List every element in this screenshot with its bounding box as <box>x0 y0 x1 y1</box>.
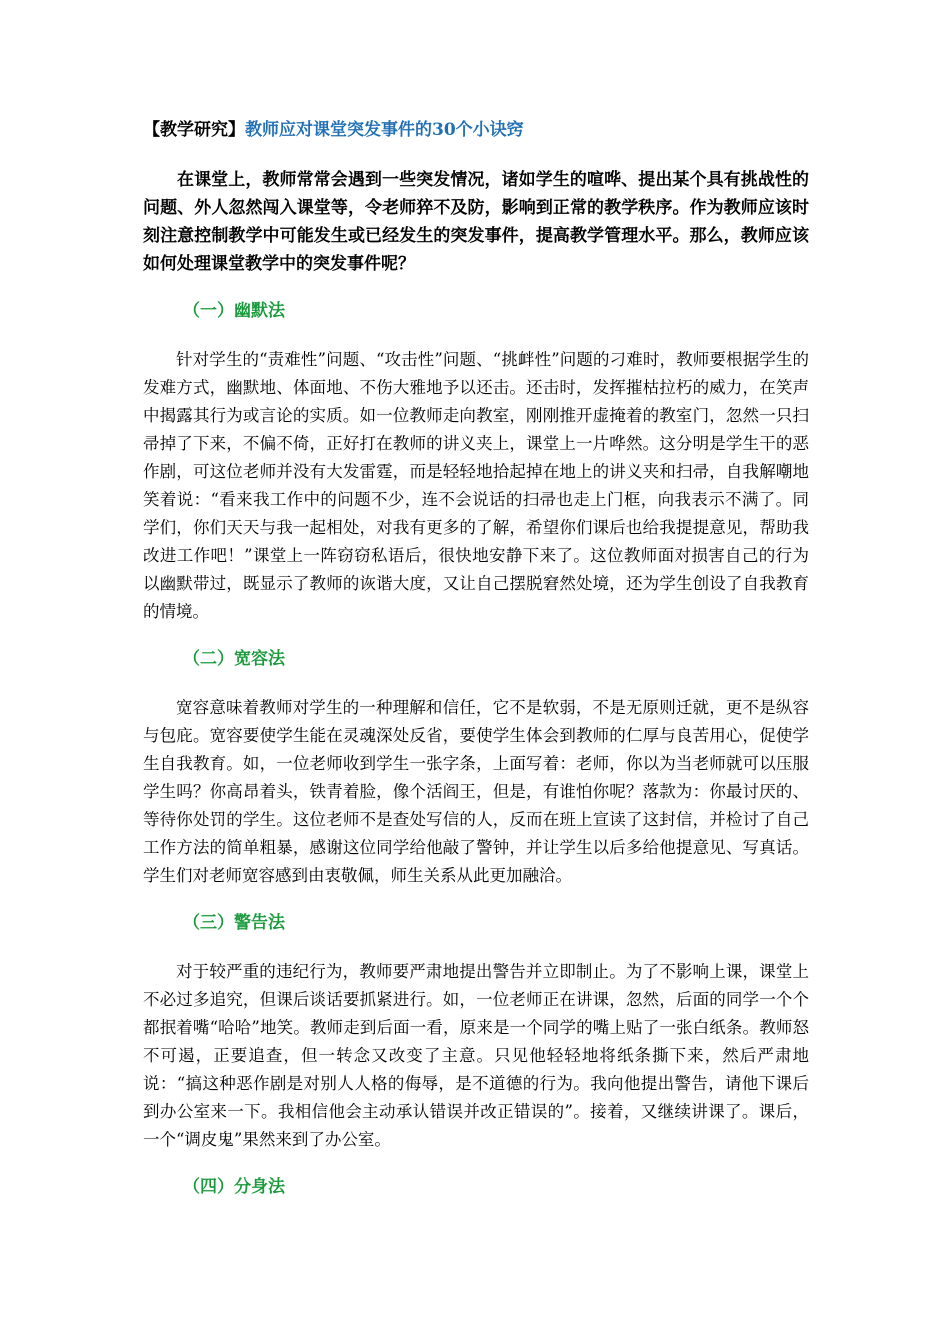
document-page <box>143 118 809 1222</box>
title-text: 教师应对课堂突发事件的30个小诀窍 <box>245 120 524 140</box>
intro-paragraph: 在课堂上，教师常常会遇到一些突发情况，诸如学生的喧哗、提出某个具有挑战性的问题、外人忽然闯入课堂等，令老师猝不及防，影响到正常的教学秩序。作为教师应该时刻注意控制教学中可能发生或已经发生的突发事件，提高教学管理水平。那么，教师应该如何处理课堂教学中的突发事件呢？ <box>143 170 809 274</box>
section-body-warning: 对于较严重的违纪行为，教师要严肃地提出警告并立即制止。为了不影响上课，课堂上不必过多追究，但课后谈话要抓紧进行。如，一位老师正在讲课，忽然，后面的同学一个个都抿着嘴“哈哈”地笑。教师走到后面一看，原来是一个同学的嘴上贴了一张白纸条。教师怒不可遏，正要追查，但一转念又改变了主意。只见他轻轻地将纸条撕下来，然后严肃地说：“搞这种恶作剧是对别人人格的侮辱，是不道德的行为。我向他提出警告，请他下课后到办公室来一下。我相信他会主动承认错误并改正错误的”。接着，又继续讲课了。课后，一个“调皮鬼”果然来到了办公室。 <box>143 962 809 1149</box>
section-body-humor: 针对学生的“责难性”问题、“攻击性”问题、“挑衅性”问题的刁难时，教师要根据学生的发难方式，幽默地、体面地、不伤大雅地予以还击。还击时，发挥摧枯拉朽的威力，在笑声中揭露其行为或言论的实质。如一位教师走向教室，刚刚推开虚掩着的教室门，忽然一只扫帚掉了下来，不偏不倚，正好打在教师的讲义夹上，课堂上一片哗然。这分明是学生干的恶作剧，可这位老师并没有大发雷霆，而是轻轻地拾起掉在地上的讲义夹和扫帚，自我解嘲地笑着说：“看来我工作中的问题不少，连不会说话的扫帚也走上门框，向我表示不满了。同学们，你们天天与我一起相处，对我有更多的了解，希望你们课后也给我提提意见，帮助我改进工作吧！”课堂上一阵窃窃私语后，很快地安静下来了。这位教师面对损害自己的行为以幽默带过，既显示了教师的诙谐大度，又让自己摆脱窘然处境，还为学生创设了自我教育的情境。 <box>143 350 809 621</box>
section-heading-humor: （一）幽默法 <box>183 301 285 321</box>
document-title <box>143 118 809 142</box>
section-body-tolerance: 宽容意味着教师对学生的一种理解和信任，它不是软弱，不是无原则迁就，更不是纵容与包庇。宽容要使学生能在灵魂深处反省，要使学生体会到教师的仁厚与良苦用心，促使学生自我教育。如，一位老师收到学生一张字条，上面写着：老师，你以为当老师就可以压服学生吗？你高昂着头，铁青着脸，像个活阎王，但是，有谁怕你呢？落款为：你最讨厌的、等待你处罚的学生。这位老师不是查处写信的人，反而在班上宣读了这封信，并检讨了自己工作方法的简单粗暴，感谢这位同学给他敲了警钟，并让学生以后多给他提意见、写真话。学生们对老师宽容感到由衷敬佩，师生关系从此更加融洽。 <box>143 698 809 885</box>
title-category: 【教学研究】 <box>143 120 245 140</box>
section-heading-warning: （三）警告法 <box>183 913 285 933</box>
section-heading-split: （四）分身法 <box>183 1177 285 1197</box>
section-heading-tolerance: （二）宽容法 <box>183 649 285 669</box>
